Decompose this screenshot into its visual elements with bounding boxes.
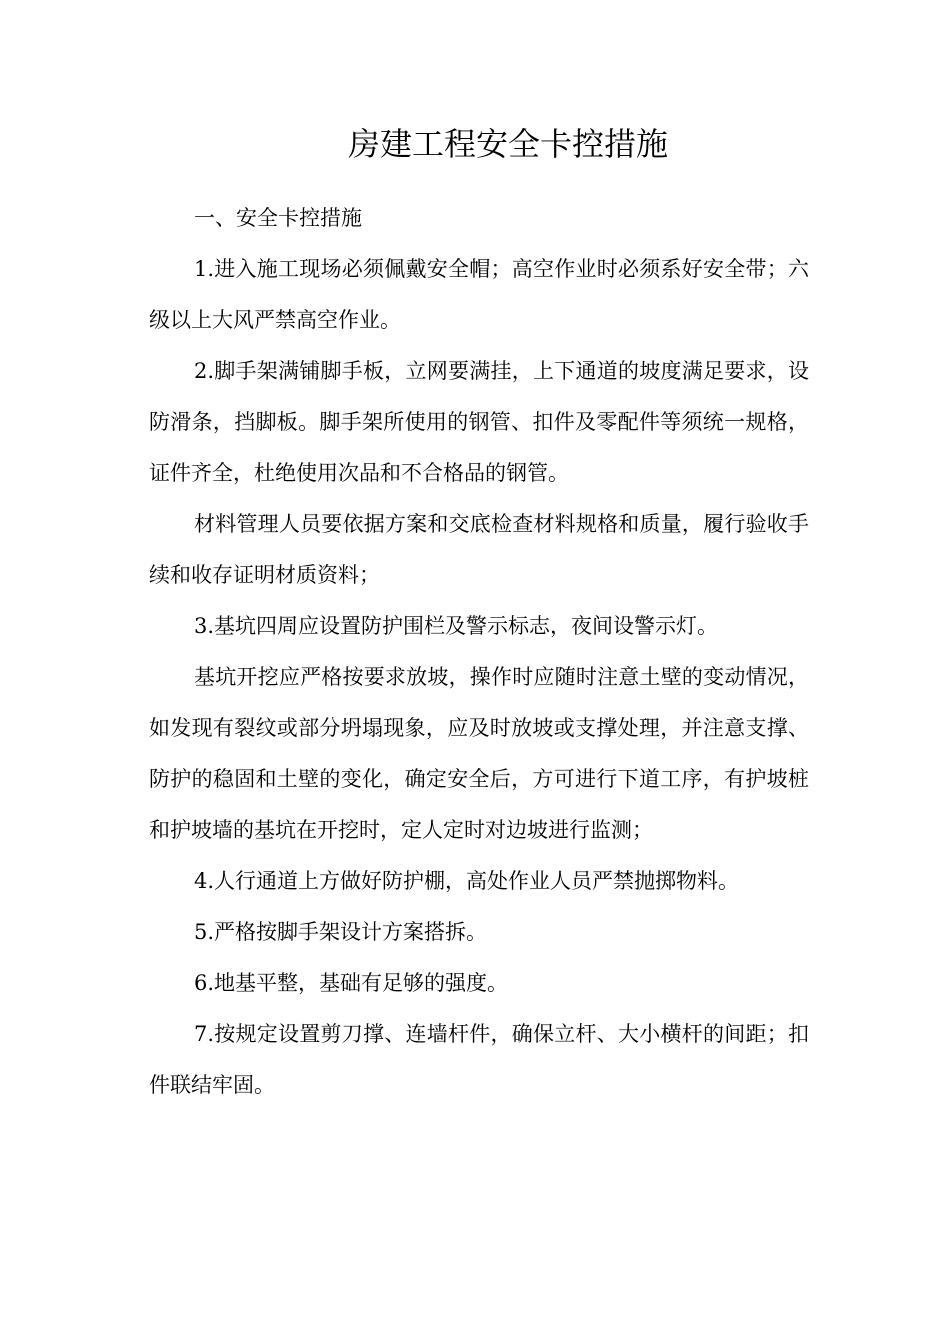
document-title: 房建工程安全卡控措施 — [347, 125, 668, 163]
paragraph: 基坑开挖应严格按要求放坡，操作时应随时注意土壁的变动情况，如发现有裂纹或部分坍塌现象，应及时放坡或支撑处理，并注意支撑、防护的稳固和土壁的变化，确定安全后，方可进行下道工序，有护坡桩和护坡墙的基坑在开挖时，定人定时对边坡进行监测； — [149, 665, 809, 842]
document-body — [149, 193, 809, 1111]
paragraph: 4.人行通道上方做好防护棚，高处作业人员严禁抛掷物料。 — [194, 869, 740, 893]
paragraph: 7.按规定设置剪刀撑、连墙杆件，确保立杆、大小横杆的间距；扣件联结牢固。 — [149, 1022, 809, 1097]
paragraph: 3.基坑四周应设置防护围栏及警示标志，夜间设警示灯。 — [194, 614, 719, 638]
paragraph: 材料管理人员要依据方案和交底检查材料规格和质量，履行验收手续和收存证明材质资料； — [149, 512, 809, 587]
paragraph: 2.脚手架满铺脚手板，立网要满挂，上下通道的坡度满足要求，设防滑条，挡脚板。脚手架所使用的钢管、扣件及零配件等须统一规格，证件齐全，杜绝使用次品和不合格品的钢管。 — [149, 359, 809, 485]
paragraph: 5.严格按脚手架设计方案搭拆。 — [194, 920, 488, 944]
section-heading: 一、安全卡控措施 — [194, 206, 362, 230]
paragraph: 1.进入施工现场必须佩戴安全帽；高空作业时必须系好安全带；六级以上大风严禁高空作业。 — [149, 257, 809, 332]
paragraph: 6.地基平整，基础有足够的强度。 — [194, 971, 509, 995]
